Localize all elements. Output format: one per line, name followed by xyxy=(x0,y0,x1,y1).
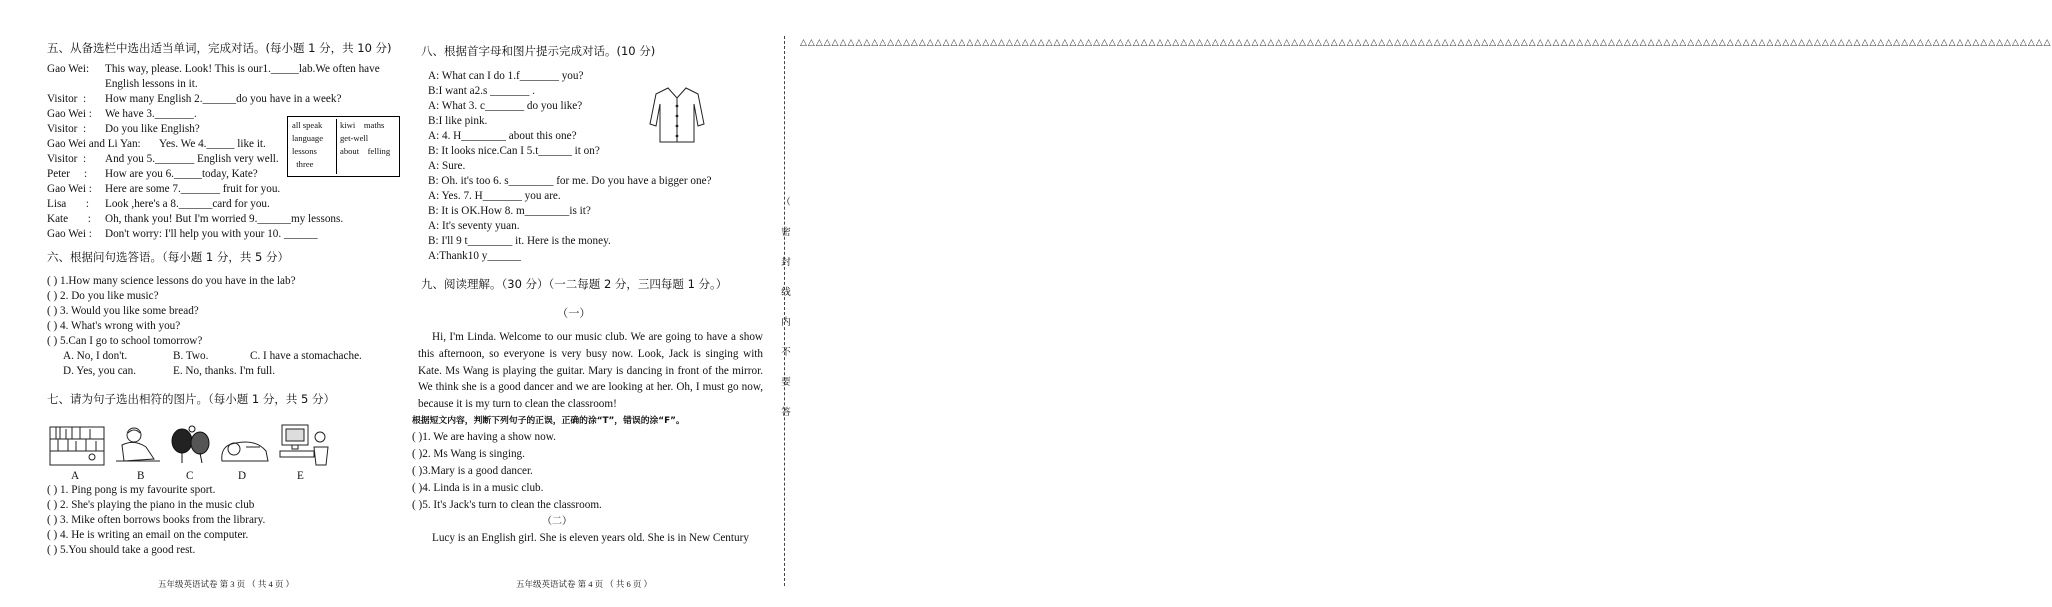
dialogue-line: How many English 2.______do you have in a week? xyxy=(105,93,342,105)
sleeping-picture xyxy=(222,442,268,461)
question-item: ( ) 3. Would you like some bread? xyxy=(47,305,199,317)
picture-illustrations xyxy=(50,421,330,469)
dialogue-line: A: Sure. xyxy=(428,160,466,172)
dialogue-line: A: It's seventy yuan. xyxy=(428,220,520,232)
seal-char: 要 xyxy=(781,378,791,388)
question-item: ( ) 1. Ping pong is my favourite sport. xyxy=(47,484,216,496)
computer-picture xyxy=(280,425,328,465)
picture-label: D xyxy=(238,470,247,482)
left-page-footer: 五年级英语试卷 第 3 页 （ 共 4 页 ） xyxy=(158,579,295,589)
speaker-label: Visitor : xyxy=(47,123,87,135)
dialogue-line: Yes. We 4._____ like it. xyxy=(159,138,266,150)
word-box xyxy=(287,116,400,177)
tf-item: ( )4. Linda is in a music club. xyxy=(412,482,544,494)
seal-char: 线 xyxy=(781,288,791,298)
section-7-title: 七、请为句子选出相符的图片。（每小题 1 分，共 5 分） xyxy=(47,392,336,406)
passage-1 xyxy=(418,329,763,413)
picture-label: B xyxy=(137,470,145,482)
tf-item: ( )3.Mary is a good dancer. xyxy=(412,465,533,477)
speaker-label: Visitor : xyxy=(47,93,87,105)
tf-item: ( )2. Ms Wang is singing. xyxy=(412,448,525,460)
answer-option: C. I have a stomachache. xyxy=(250,350,362,362)
question-item: ( ) 5.You should take a good rest. xyxy=(47,544,196,556)
speaker-label: Gao Wei : xyxy=(47,183,92,195)
dialogue-line: B:I want a2.s _______ . xyxy=(428,85,535,97)
answer-option: E. No, thanks. I'm full. xyxy=(173,365,276,377)
speaker-label: Gao Wei: xyxy=(47,63,90,75)
dialogue-line: English lessons in it. xyxy=(105,78,198,90)
dialogue-line: Look ,here's a 8.______card for you. xyxy=(105,198,270,210)
dialogue-line: Oh, thank you! But I'm worried 9.______my lessons. xyxy=(105,213,344,225)
seal-char: （ xyxy=(781,198,791,208)
speaker-label: Lisa : xyxy=(47,198,89,210)
dialogue-line: Don't worry: I'll help you with your 10. ______ xyxy=(105,228,318,240)
dialogue-line: B: I'll 9 t________ it. Here is the money. xyxy=(428,235,611,247)
speaker-label: Gao Wei and Li Yan: xyxy=(47,138,141,150)
question-item: ( ) 1.How many science lessons do you have in the lab? xyxy=(47,275,296,287)
seal-char: 封 xyxy=(781,258,791,268)
picture-label: E xyxy=(297,470,304,482)
word-box-cell: language xyxy=(292,133,324,143)
section-9-title: 九、阅读理解。（30 分）（一二每题 2 分，三四每题 1 分。） xyxy=(421,277,728,291)
part-2-label: （二） xyxy=(542,516,572,527)
dialogue-line: Here are some 7._______ fruit for you. xyxy=(105,183,281,195)
triangle-pattern: △△△△△△△△△△△△△△△△△△△△△△△△△△△△△△△△△△△△△△△△△△△△△△△△△△△△△△△△△△△△△△△△△△△△△△△△△△△△△△△△△△△△△△△△△△△△△△△△△△△△△△△△△△△△△△△△△△△△△△△△△△△△△△△△△△△△△△△△△△△△△△△△△△△△△△△△△△△△△△ xyxy=(800,38,2052,48)
dialogue-line: How are you 6._____today, Kate? xyxy=(105,168,258,180)
seal-char: 答 xyxy=(781,408,791,418)
dialogue-line: A: 4. H________ about this one? xyxy=(428,130,577,142)
tf-item: ( )5. It's Jack's turn to clean the classroom. xyxy=(412,499,602,511)
ping-pong-picture xyxy=(172,426,209,463)
question-item: ( ) 3. Mike often borrows books from the library. xyxy=(47,514,266,526)
seal-char: 密 xyxy=(781,228,791,238)
section-6-title: 六、根据问句选答语。（每小题 1 分，共 5 分） xyxy=(47,250,290,264)
seal-char: 内 xyxy=(781,318,791,328)
resting-picture xyxy=(116,428,160,461)
speaker-label: Visitor : xyxy=(47,153,87,165)
part-1-label: （一） xyxy=(557,308,591,320)
dialogue-line: Do you like English? xyxy=(105,123,200,135)
tf-instruction: 根据短文内容，判断下列句子的正误，正确的涂“T”，错误的涂“F”。 xyxy=(412,416,685,426)
tf-item: ( )1. We are having a show now. xyxy=(412,431,556,443)
word-box-cell: get-well xyxy=(340,133,369,143)
right-page-footer: 五年级英语试卷 第 4 页 （ 共 6 页 ） xyxy=(516,579,653,589)
seal-char: 不 xyxy=(781,348,791,358)
dialogue-line: B: It looks nice.Can I 5.t______ it on? xyxy=(428,145,600,157)
answer-option: D. Yes, you can. xyxy=(63,365,137,377)
picture-strip xyxy=(50,421,330,482)
dialogue-line: B: It is OK.How 8. m________is it? xyxy=(428,205,591,217)
section-5-title: 五、从备选栏中选出适当单词，完成对话。(每小题 1 分，共 10 分) xyxy=(47,41,392,55)
speaker-label: Gao Wei : xyxy=(47,228,92,240)
dialogue-line: This way, please. Look! This is our1._____lab.We often have xyxy=(105,63,380,75)
dialogue-line: And you 5._______ English very well. xyxy=(105,153,279,165)
passage-2 xyxy=(418,530,763,547)
library-picture xyxy=(50,427,104,465)
seal-notice xyxy=(779,196,793,436)
answer-option: A. No, I don't. xyxy=(63,350,128,362)
shirt-picture xyxy=(648,84,706,144)
passage-2-text: Lucy is an English girl. She is eleven years old. She is in New Century xyxy=(432,532,749,544)
question-item: ( ) 2. Do you like music? xyxy=(47,290,159,302)
word-box-col1 xyxy=(292,119,335,171)
question-item: ( ) 2. She's playing the piano in the music club xyxy=(47,499,255,511)
dialogue-line: A: Yes. 7. H_______ you are. xyxy=(428,190,561,202)
picture-label: C xyxy=(186,470,194,482)
dialogue-line: A: What can I do 1.f_______ you? xyxy=(428,70,584,82)
question-item: ( ) 4. He is writing an email on the computer. xyxy=(47,529,249,541)
dialogue-line: We have 3._______. xyxy=(105,108,197,120)
section-8-title: 八、根据首字母和图片提示完成对话。(10 分) xyxy=(421,44,656,58)
speaker-label: Gao Wei : xyxy=(47,108,92,120)
passage-1-text: Hi, I'm Linda. Welcome to our music club. We are going to have a show this afternoon, so everyone is very busy now. Look, Jack is singing with Kate. Ms Wang is playing the guitar. Mary is dancing in front of the mirror. We think she is a good dancer and we are looking at her. Oh, I must go now, because it is my turn to clean the classroom! xyxy=(418,331,763,411)
word-box-col2 xyxy=(336,119,402,174)
word-box-cell: about felling xyxy=(340,146,391,156)
word-box-cell: three xyxy=(292,159,314,169)
word-box-cell: lessons xyxy=(292,146,317,156)
word-box-cell: all speak xyxy=(292,120,323,130)
dialogue-line: A:Thank10 y______ xyxy=(428,250,521,262)
dialogue-line: A: What 3. c_______ do you like? xyxy=(428,100,583,112)
question-item: ( ) 4. What's wrong with you? xyxy=(47,320,181,332)
answer-option: B. Two. xyxy=(173,350,209,362)
question-item: ( ) 5.Can I go to school tomorrow? xyxy=(47,335,203,347)
picture-label: A xyxy=(71,470,80,482)
speaker-label: Peter : xyxy=(47,168,88,180)
dialogue-line: B:I like pink. xyxy=(428,115,488,127)
speaker-label: Kate : xyxy=(47,213,91,225)
dialogue-line: B: Oh. it's too 6. s________ for me. Do you have a bigger one? xyxy=(428,175,712,187)
word-box-cell: kiwi maths xyxy=(340,120,385,130)
